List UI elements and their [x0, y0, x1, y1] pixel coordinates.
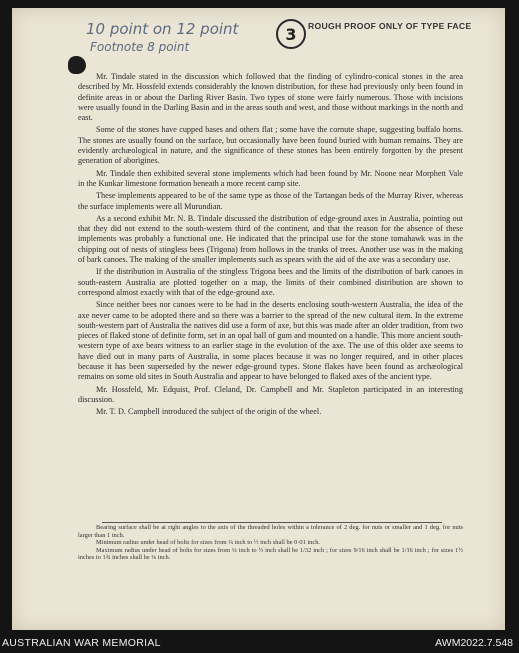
footnote: Maximum radius under head of bolts for sizes from ¼ inch to ½ inch shall be 1/32 inch ; for sizes 9/16 inch shall be 1/16 inch ; for sizes 1½ inches to 1¾ inches shall be ⅛ inch. — [78, 546, 463, 562]
handwritten-note-type-size: 10 point on 12 point — [86, 20, 239, 38]
collection-caption: AUSTRALIAN WAR MEMORIAL — [2, 637, 161, 649]
paragraph: Since neither bees nor canoes were to be had in the deserts enclosing south-western Australia, the idea of the axe never came to be adopted there and so there was a barrier to the spread of the new cultural item. In the extreme south-western part of Australia the natives did use a form of axe, but this was made after an older tradition, from two pieces of flaked stone of definite form, set in an opal ball of gum and mounted on a handle. This more ancient south-western type of axe bears witness to an earlier stage in the evolution of the axe. The use of this older axe seems to have died out in many parts of Australia, in some places because it was no longer required, and in other places because it has been superseded by the newer edge-ground types. Stone flakes have been found as archæological remains on some old sites in South Australia and appear to have belonged to flaked axes of the ancient type. — [78, 300, 463, 382]
paragraph: Mr. Hossfeld, Mr. Edquist, Prof. Cleland, Dr. Campbell and Mr. Stapleton participated in an interesting discussion. — [78, 384, 463, 404]
paragraph: As a second exhibit Mr. N. B. Tindale discussed the distribution of edge-ground axes in Australia, pointing out that they did not extend to the south-western third of the continent, and that the reason for the absence of these implements was probably a functional one. He indicated that the principal use for the stone tomahawk was in the chipping out of nests of stingless bees (Trigona) from hollows in the trunks of trees. Another use was in the making of bark canoes. The making of the smaller implements such as spears with the aid of the axe was a secondary use. — [78, 213, 463, 265]
paragraph: Mr. Tindale then exhibited several stone implements which had been found by Mr. Noone near Morphett Vale in the Kunkar limestone formation beneath a more recent camp site. — [78, 168, 463, 188]
paragraph: These implements appeared to be of the same type as those of the Tartangan beds of the Murray River, whereas the surface implements were all Murundian. — [78, 191, 463, 211]
paragraph: Mr. T. D. Campbell introduced the subject of the origin of the wheel. — [96, 407, 322, 417]
handwritten-note-footnote-size: Footnote 8 point — [90, 40, 190, 54]
body-text — [78, 72, 463, 420]
paragraph: Mr. Tindale stated in the discussion which followed that the finding of cylindro-conical stones in the area described by Mr. Hossfeld extends considerably the known distribution, for these had previously only been found in definite areas in or about the Darling River Basin. Two types of stone were fairly numerous. Those with incisions were usually found in the Darling Basin and in the areas south and west, and those without markings in the north and east. — [78, 72, 463, 123]
accession-number: AWM2022.7.548 — [435, 637, 513, 649]
proof-sheet — [12, 8, 505, 630]
paragraph: Some of the stones have cupped bases and others flat ; some have the cornute shape, suggesting buffalo horns. The stones are usually found on the surface, but occasionally have been found buried with human remains. They are evidently archæological in nature, and the significance of these stones has been entirely forgotten by the present generation of aborigines. — [78, 125, 463, 166]
footnote: Bearing surface shall be at right angles to the axis of the threaded holes within a tolerance of 2 deg. for nuts or smaller and 1 deg. for nuts larger than 1 inch. — [78, 524, 463, 539]
circled-page-number: 3 — [276, 19, 306, 49]
paragraph: If the distribution in Australia of the stingless Trigona bees and the limits of the distribution of bark canoes in south-eastern Australia are plotted together on a map, the limits of their combined distribution are shown to correspond almost exactly with that of the edge-ground axe. — [78, 267, 463, 297]
footnote: Minimum radius under head of bolts for sizes from ¼ inch to ½ inch shall be 0·01 inch. — [96, 539, 320, 547]
footnote-rule — [102, 522, 442, 523]
proof-label: ROUGH PROOF ONLY OF TYPE FACE — [308, 21, 472, 31]
footnotes — [78, 524, 463, 562]
